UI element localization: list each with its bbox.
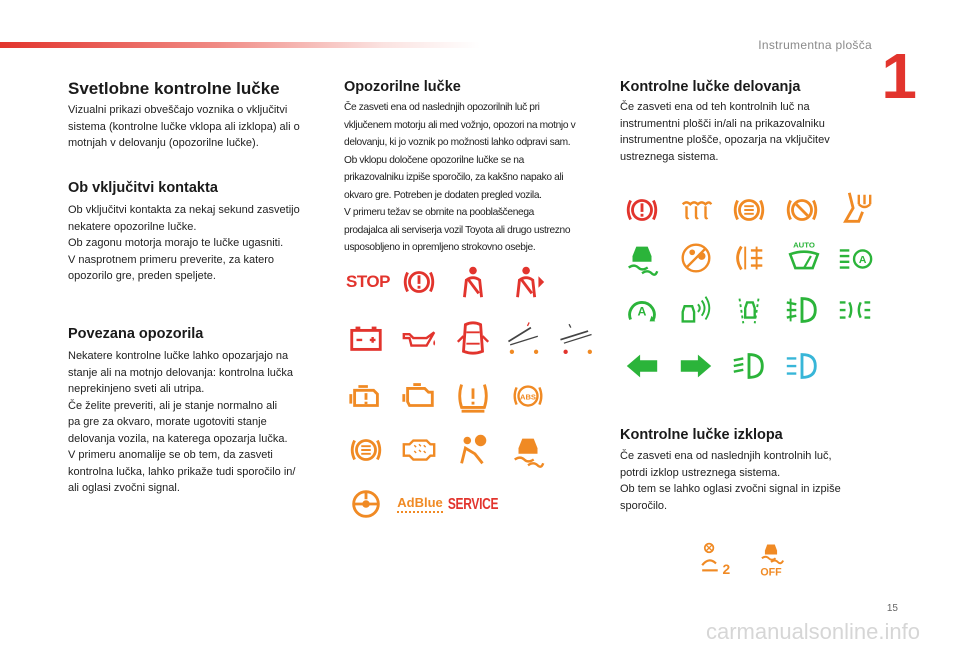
low-beam-icon	[729, 346, 769, 386]
active-heading: Kontrolne lučke delovanja	[620, 79, 801, 95]
svg-text:OFF: OFF	[760, 566, 782, 578]
seatbelt-rear-off-icon	[694, 538, 738, 582]
rear-fog-icon	[729, 238, 769, 278]
auto-high-beam-icon	[835, 238, 875, 278]
intro-text: Vizualni prikazi obveščajo voznika o vključitvi sistema (kontrolne lučke vklopa ali izklopa) ali o motnjah v delovanju (opozorilne lučke).	[68, 104, 300, 149]
engine-warning-icon	[346, 376, 386, 416]
main-title: Svetlobne kontrolne lučke	[68, 79, 280, 98]
adblue-icon: AdBlue	[396, 484, 444, 524]
off-heading: Kontrolne lučke izklopa	[620, 427, 783, 443]
watermark: carmanualsonline.info	[705, 619, 920, 644]
svg-text:2: 2	[722, 560, 731, 577]
gauge-high-icon	[554, 316, 598, 360]
section-title: Instrumentna plošča	[758, 38, 872, 52]
brake-pad-icon	[729, 190, 769, 230]
contact-text: Ob vključitvi kontakta za nekaj sekund zasvetijo nekatere opozorilne lučke. Ob zagonu motorja morajo te lučke ugasniti. V nasprotnem primeru preverite, za katero opozorilo gre, preden speljete.	[68, 204, 300, 282]
seatbelt-icon	[453, 262, 493, 302]
auto-wiper-icon	[782, 236, 826, 276]
preheat-icon	[676, 190, 716, 230]
svg-text:ABS: ABS	[519, 392, 537, 402]
foot-on-brake-icon	[835, 188, 875, 228]
skid-green-icon	[622, 238, 662, 278]
check-engine-icon	[399, 376, 439, 416]
steering-warning-icon	[346, 484, 386, 524]
chapter-number: 1	[881, 40, 917, 112]
brake-warning-icon	[399, 262, 439, 302]
related-heading: Povezana opozorila	[68, 326, 204, 342]
door-open-icon	[453, 318, 493, 358]
svg-text:A: A	[858, 254, 867, 266]
page-number: 15	[886, 603, 898, 614]
turn-left-icon	[622, 346, 662, 386]
battery-icon	[346, 318, 386, 358]
svg-text:A: A	[637, 304, 647, 319]
oil-pressure-icon	[399, 318, 439, 358]
header-gradient-bar	[0, 42, 480, 48]
lane-keep-icon	[729, 290, 769, 330]
stop-start-icon	[622, 290, 662, 330]
contact-heading: Ob vključitvi kontakta	[68, 180, 218, 196]
related-text: Nekatere kontrolne lučke lahko opozarjajo na stanje ali na motnjo delovanja: kontrolna lučka neprekinjeno sveti ali utripa. Če želite preveriti, ali je stanje normalno ali pa gre za okvaro, morate ugotoviti stanje delovanja vozila, na katerega opozarja lučka. V primeru anomalije se ob tem, da zasveti kontrolna lučka, lahko prikaže tudi sporočilo in/ ali oglasi zvočni signal.	[68, 350, 296, 494]
high-beam-icon	[782, 346, 822, 386]
service-icon: SERVICE	[447, 494, 499, 514]
warning-heading: Opozorilne lučke	[344, 79, 461, 95]
particle-filter-icon	[399, 430, 439, 470]
seatbelt-passenger-icon	[508, 262, 548, 302]
off-text: Če zasveti ena od naslednjih kontrolnih luč, potrdi izklop ustreznega sistema. Ob tem se lahko oglasi zvočni signal in izpiše sporočilo.	[620, 450, 841, 512]
airbag-off-icon	[676, 238, 716, 278]
abs-icon	[508, 376, 548, 416]
svg-text:AUTO: AUTO	[793, 240, 815, 250]
turn-right-icon	[676, 346, 716, 386]
gauge-low-icon	[502, 316, 546, 360]
warning-text: Če zasveti ena od naslednjih opozorilnih luč pri vključenem motorju ali med vožnjo, opozori na motnjo v delovanju, ki jo voznik po možnosti lahko odpravi sam. Ob vklopu določene opozorilne lučke se na prikazovalniku izpiše sporočilo, za kakšno napako ali okvaro gre. Potreben je dodaten pregled vozila. V primeru težav se obrnite na pooblaščenega prodajalca ali serviserja vozil Toyota ali drugo ustrezno usposobljeno in opremljeno strokovno osebje.	[344, 102, 576, 253]
stop-icon: STOP	[346, 272, 390, 291]
stability-control-icon	[508, 430, 548, 470]
stability-off-icon	[749, 534, 793, 584]
side-lights-icon	[835, 290, 875, 330]
park-brake-icon	[782, 190, 822, 230]
airbag-passenger-icon	[453, 430, 493, 470]
active-text: Če zasveti ena od teh kontrolnih luč na instrumentni plošči in/ali na prikazovalniku instrumentne plošče, opozarja na vključitev ustreznega sistema.	[620, 101, 830, 163]
front-fog-icon	[782, 290, 822, 330]
parking-sensor-icon	[676, 290, 716, 330]
tire-pressure-icon	[453, 376, 493, 416]
brake-system-icon	[346, 430, 386, 470]
brake-red-icon	[622, 190, 662, 230]
